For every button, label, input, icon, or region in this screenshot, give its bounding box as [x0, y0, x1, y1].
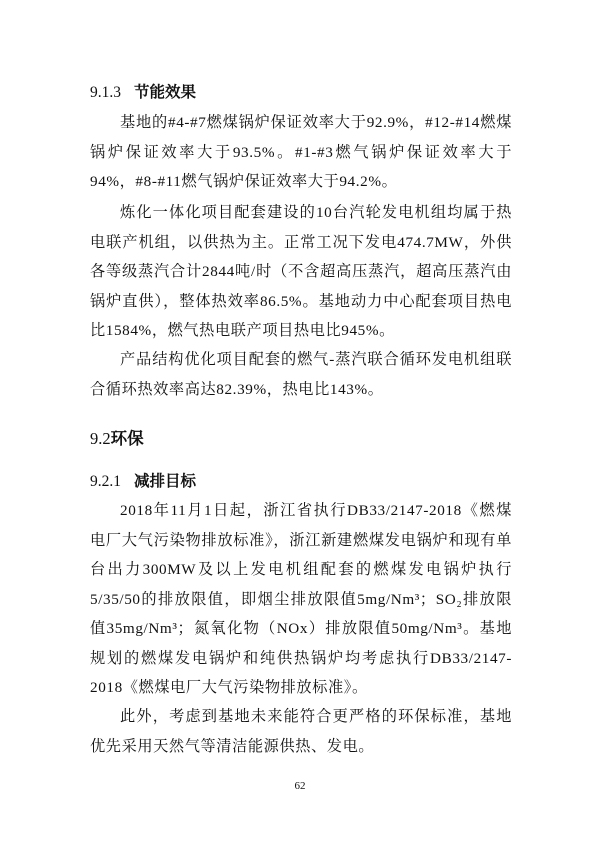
paragraph-boiler-efficiency: 基地的#4-#7燃煤锅炉保证效率大于92.9%，#12-#14燃煤锅炉保证效率大于93.5%。#1-#3燃气锅炉保证效率大于94%，#8-#11燃气锅炉保证效率大于94.2%。 [90, 114, 512, 190]
section-number: 9.1.3 [90, 84, 121, 101]
section-title: 减排目标 [133, 472, 196, 490]
section-heading-9-1-3 [90, 80, 196, 102]
paragraph-combined-cycle: 产品结构优化项目配套的燃气-蒸汽联合循环发电机组联合循环热效率高达82.39%，热电比143%。 [90, 351, 512, 398]
paragraph-clean-energy: 此外，考虑到基地未来能符合更严格的环保标准，基地优先采用天然气等清洁能源供热、发电。 [90, 708, 512, 755]
section-number: 9.2.1 [90, 473, 121, 490]
section-title: 节能效果 [133, 83, 196, 101]
section-heading-9-2 [90, 425, 144, 449]
paragraph-emission-standard: 2018年11月1日起，浙江省执行DB33/2147-2018《燃煤电厂大气污染物排放标准》，浙江新建燃煤发电锅炉和现有单台出力300MW及以上发电机组配套的燃煤发电锅炉执行5/35/50的排放限值，即烟尘排放限值5mg/Nm³；SO₂排放限值35mg/Nm³；氮氧化物（NOx）排放限值50mg/Nm³。基地规划的燃煤发电锅炉和纯供热锅炉均考虑执行DB33/2147-2018《燃煤电厂大气污染物排放标准》。 [90, 502, 512, 696]
section-number: 9.2 [90, 429, 111, 448]
paragraph-cogeneration: 炼化一体化项目配套建设的10台汽轮发电机组均属于热电联产机组，以供热为主。正常工况下发电474.7MW，外供各等级蒸汽合计2844吨/时（不含超高压蒸汽，超高压蒸汽由锅炉直供），整体热效率86.5%。基地动力中心配套项目热电比1584%，燃气热电联产项目热电比945%。 [90, 204, 512, 339]
section-title: 环保 [110, 429, 144, 448]
page-number: 62 [294, 780, 306, 792]
section-heading-9-2-1 [90, 469, 196, 491]
